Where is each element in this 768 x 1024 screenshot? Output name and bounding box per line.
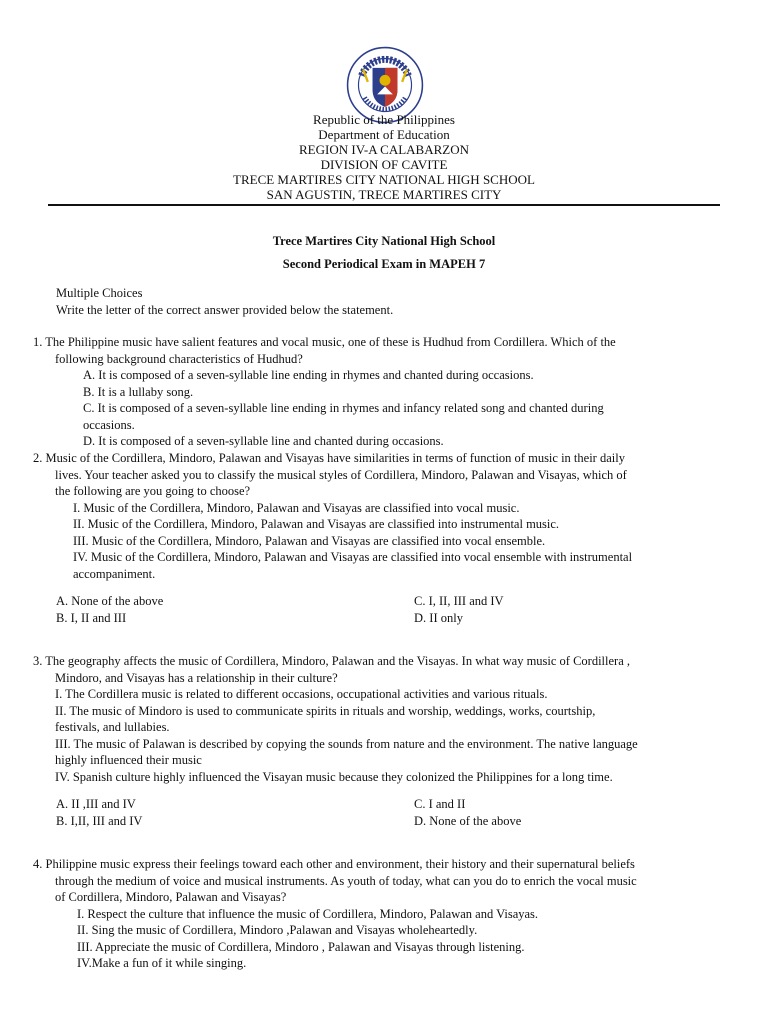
option-c: C. It is composed of a seven-syllable line ending in rhymes and infancy related song and chanted during	[83, 401, 604, 415]
statement-1: I. The Cordillera music is related to different occasions, occupational activities and various rituals.	[55, 687, 548, 701]
statement-4-continued: accompaniment.	[73, 566, 156, 581]
choice-c: C. I, II, III and IV	[414, 594, 504, 608]
question-4-stem	[33, 856, 723, 906]
question-4-stem-line: of Cordillera, Mindoro, Palawan and Visayas?	[55, 890, 287, 904]
instructions-heading: Multiple Choices	[56, 286, 143, 300]
question-3-choices	[56, 796, 696, 829]
option-a: A. It is composed of a seven-syllable line ending in rhymes and chanted during occasions.	[83, 368, 534, 382]
statement-2: II. Music of the Cordillera, Mindoro, Palawan and Visayas are classified into instrumental music.	[73, 517, 560, 531]
statement-2: II. The music of Mindoro is used to communicate spirits in rituals and worship, weddings, works, courtship,	[55, 703, 596, 718]
school-title: Trece Martires City National High School	[272, 234, 496, 248]
statement-3-continued: highly influenced their music	[55, 753, 202, 767]
header-department: Department of Education	[318, 127, 450, 142]
statement-3: III. The music of Palawan is described by copying the sounds from nature and the environment. The native language	[55, 736, 638, 751]
option-c-continued: occasions.	[83, 417, 135, 432]
question-3-stem-line: Mindoro, and Visayas has a relationship in their culture?	[55, 670, 338, 685]
exam-title: Second Periodical Exam in MAPEH 7	[282, 257, 486, 271]
question-3-stem	[33, 653, 723, 686]
question-1-stem	[33, 334, 723, 367]
question-1-stem-line: 1. The Philippine music have salient features and vocal music, one of these is Hudhud from Cordillera. Which of the	[33, 335, 616, 349]
statement-1: I. Music of the Cordillera, Mindoro, Palawan and Visayas are classified into vocal music.	[73, 500, 520, 515]
statement-1: I. Respect the culture that influence the music of Cordillera, Mindoro, Palawan and Visayas.	[77, 906, 539, 921]
question-2-stem-line: 2. Music of the Cordillera, Mindoro, Palawan and Visayas have similarities in terms of function of music in their daily	[33, 451, 625, 465]
question-2	[33, 450, 723, 582]
question-4-stem-line: through the medium of voice and musical instruments. As youth of today, what can you do to enrich the vocal music	[55, 873, 637, 888]
header-divider	[48, 204, 720, 206]
question-4-stem-line: 4. Philippine music express their feelings toward each other and environment, their history and their supernatural beliefs	[33, 857, 635, 871]
question-2-stem-line: lives. Your teacher asked you to classify the musical styles of Cordillera, Mindoro, Palawan and Visayas, which of	[55, 467, 627, 482]
question-1-stem-line: following background characteristics of Hudhud?	[55, 351, 303, 366]
header-address: SAN AGUSTIN, TRECE MARTIRES CITY	[266, 187, 502, 202]
statement-3: III. Music of the Cordillera, Mindoro, Palawan and Visayas are classified into vocal ensemble.	[73, 533, 546, 548]
question-3-stem-line: 3. The geography affects the music of Cordillera, Mindoro, Palawan and the Visayas. In what way music of Cordillera ,	[33, 654, 631, 668]
question-2-stem-line: the following are you going to choose?	[55, 484, 251, 498]
question-2-choices	[56, 593, 696, 626]
header-region: REGION IV-A CALABARZON	[299, 142, 469, 157]
header-republic: Republic of the Philippines	[313, 112, 455, 127]
choice-a: A. II ,III and IV	[56, 797, 136, 811]
question-2-stem	[33, 450, 723, 500]
instructions-text: Write the letter of the correct answer provided below the statement.	[56, 302, 394, 317]
choice-d: D. II only	[414, 610, 463, 625]
statement-2: II. Sing the music of Cordillera, Mindoro ,Palawan and Visayas wholeheartedly.	[77, 923, 478, 937]
choice-a: A. None of the above	[56, 594, 164, 608]
question-4	[33, 856, 723, 972]
choice-c: C. I and II	[414, 797, 466, 811]
header-division: DIVISION OF CAVITE	[320, 157, 448, 172]
option-d: D. It is composed of a seven-syllable line and chanted during occasions.	[83, 434, 444, 448]
question-3	[33, 653, 723, 785]
header-school: TRECE MARTIRES CITY NATIONAL HIGH SCHOOL	[233, 172, 535, 187]
statement-4: IV. Spanish culture highly influenced the Visayan music because they colonized the Philippines for a long time.	[55, 769, 613, 784]
question-3-statements	[33, 686, 723, 785]
instructions	[56, 285, 393, 318]
statement-3: III. Appreciate the music of Cordillera, Mindoro , Palawan and Visayas through listening.	[77, 939, 525, 954]
question-4-statements	[33, 906, 723, 972]
choice-b: B. I,II, III and IV	[56, 813, 143, 828]
statement-4: IV.Make a fun of it while singing.	[77, 956, 247, 970]
question-2-statements	[33, 500, 723, 583]
question-1	[33, 334, 723, 450]
question-1-options	[33, 367, 723, 450]
choice-b: B. I, II and III	[56, 610, 127, 625]
statement-2-continued: festivals, and lullabies.	[55, 720, 170, 734]
option-b: B. It is a lullaby song.	[83, 384, 194, 399]
letterhead	[0, 112, 768, 202]
statement-4: IV. Music of the Cordillera, Mindoro, Palawan and Visayas are classified into vocal ensemble with instrumental	[73, 550, 633, 564]
choice-d: D. None of the above	[414, 813, 522, 828]
